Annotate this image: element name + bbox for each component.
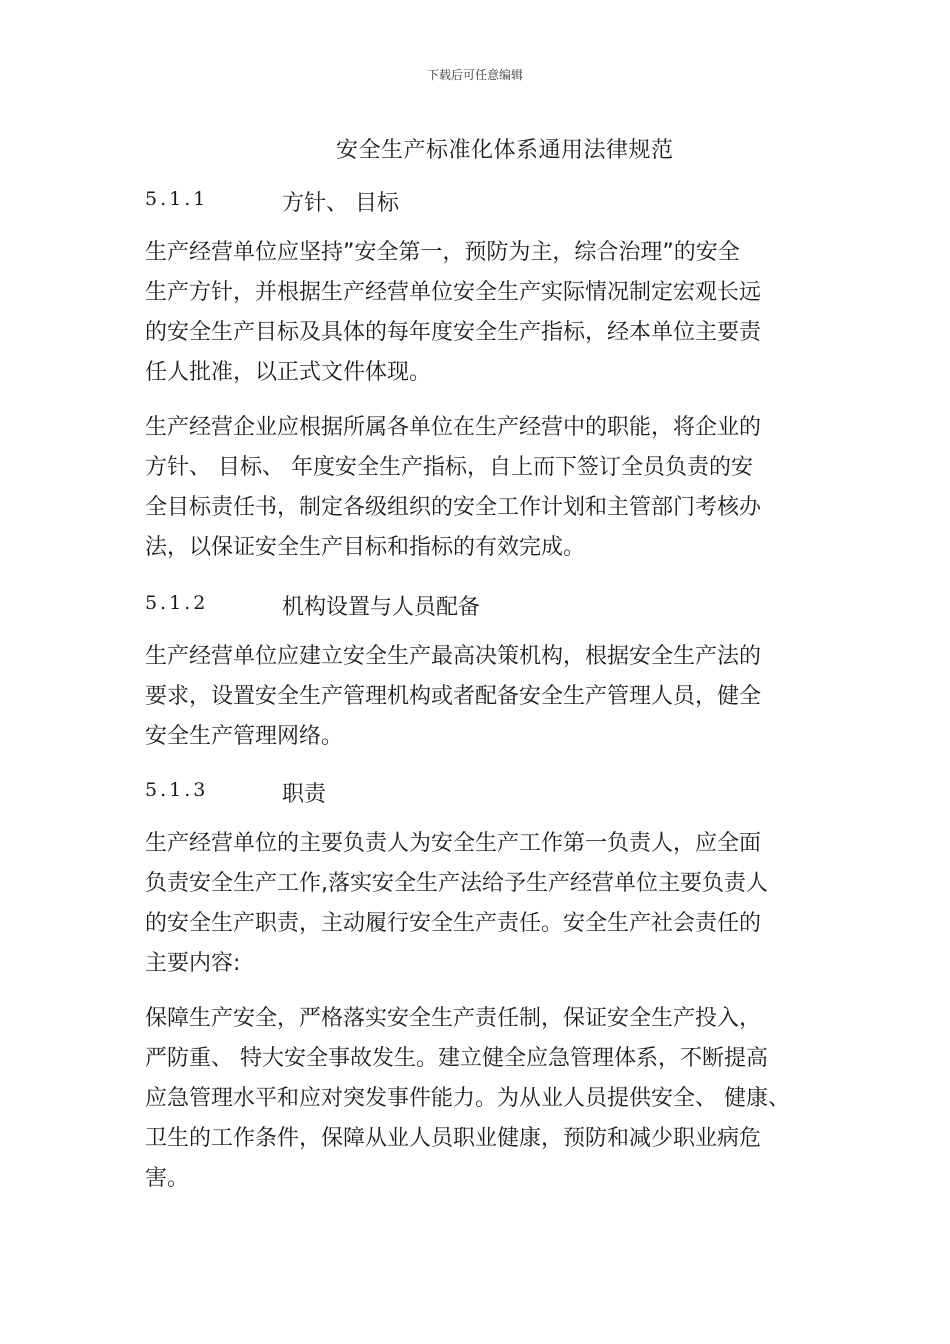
text-line: 负责安全生产工作,落实安全生产法给予生产经营单位主要负责人	[145, 871, 768, 896]
text-line: 生产经营企业应根据所属各单位在生产经营中的职能，将企业的	[145, 415, 762, 440]
paragraph-5-1-3-a	[145, 824, 825, 984]
text-line: 主要内容:	[145, 951, 241, 976]
section-number: 5.1.2	[145, 592, 209, 614]
text-line: 生产经营单位应建立安全生产最高决策机构，根据安全生产法的	[145, 644, 762, 669]
section-title: 职责	[282, 782, 327, 807]
text-line: 全目标责任书，制定各级组织的安全工作计划和主管部门考核办	[145, 495, 762, 520]
text-line: 生产经营单位应坚持”安全第一，预防为主，综合治理”的安全	[145, 240, 740, 265]
text-line: 害。	[145, 1166, 190, 1191]
paragraph-5-1-2-a	[145, 637, 825, 757]
section-number: 5.1.1	[145, 188, 209, 210]
text-line: 卫生的工作条件，保障从业人员职业健康，预防和减少职业病危	[145, 1126, 762, 1151]
section-title: 机构设置与人员配备	[282, 595, 481, 620]
paragraph-5-1-1-a	[145, 233, 825, 393]
text-line: 要求，设置安全生产管理机构或者配备安全生产管理人员，健全	[145, 684, 762, 709]
text-line: 的安全生产目标及具体的每年度安全生产指标，经本单位主要责	[145, 320, 762, 345]
text-line: 任人批准，以正式文件体现。	[145, 360, 432, 385]
text-line: 严防重、 特大安全事故发生。建立健全应急管理体系，不断提高	[145, 1046, 768, 1071]
text-line: 的安全生产职责，主动履行安全生产责任。安全生产社会责任的	[145, 911, 762, 936]
section-title: 方针、 目标	[282, 191, 399, 216]
text-line: 生产方针，并根据生产经营单位安全生产实际情况制定宏观长远	[145, 280, 762, 305]
paragraph-5-1-1-b	[145, 408, 825, 568]
text-line: 法，以保证安全生产目标和指标的有效完成。	[145, 535, 586, 560]
document-title: 安全生产标准化体系通用法律规范	[336, 138, 674, 163]
paragraph-5-1-3-b	[145, 999, 825, 1199]
text-line: 方针、 目标、 年度安全生产指标，自上而下签订全员负责的安	[145, 455, 753, 480]
text-line: 生产经营单位的主要负责人为安全生产工作第一负责人，应全面	[145, 831, 762, 856]
text-line: 应急管理水平和应对突发事件能力。为从业人员提供安全、 健康、	[145, 1086, 790, 1111]
text-line: 保障生产安全，严格落实安全生产责任制，保证安全生产投入，	[145, 1006, 762, 1031]
header-note: 下载后可任意编辑	[426, 68, 523, 82]
text-line: 安全生产管理网络。	[145, 724, 344, 749]
section-number: 5.1.3	[145, 779, 209, 801]
